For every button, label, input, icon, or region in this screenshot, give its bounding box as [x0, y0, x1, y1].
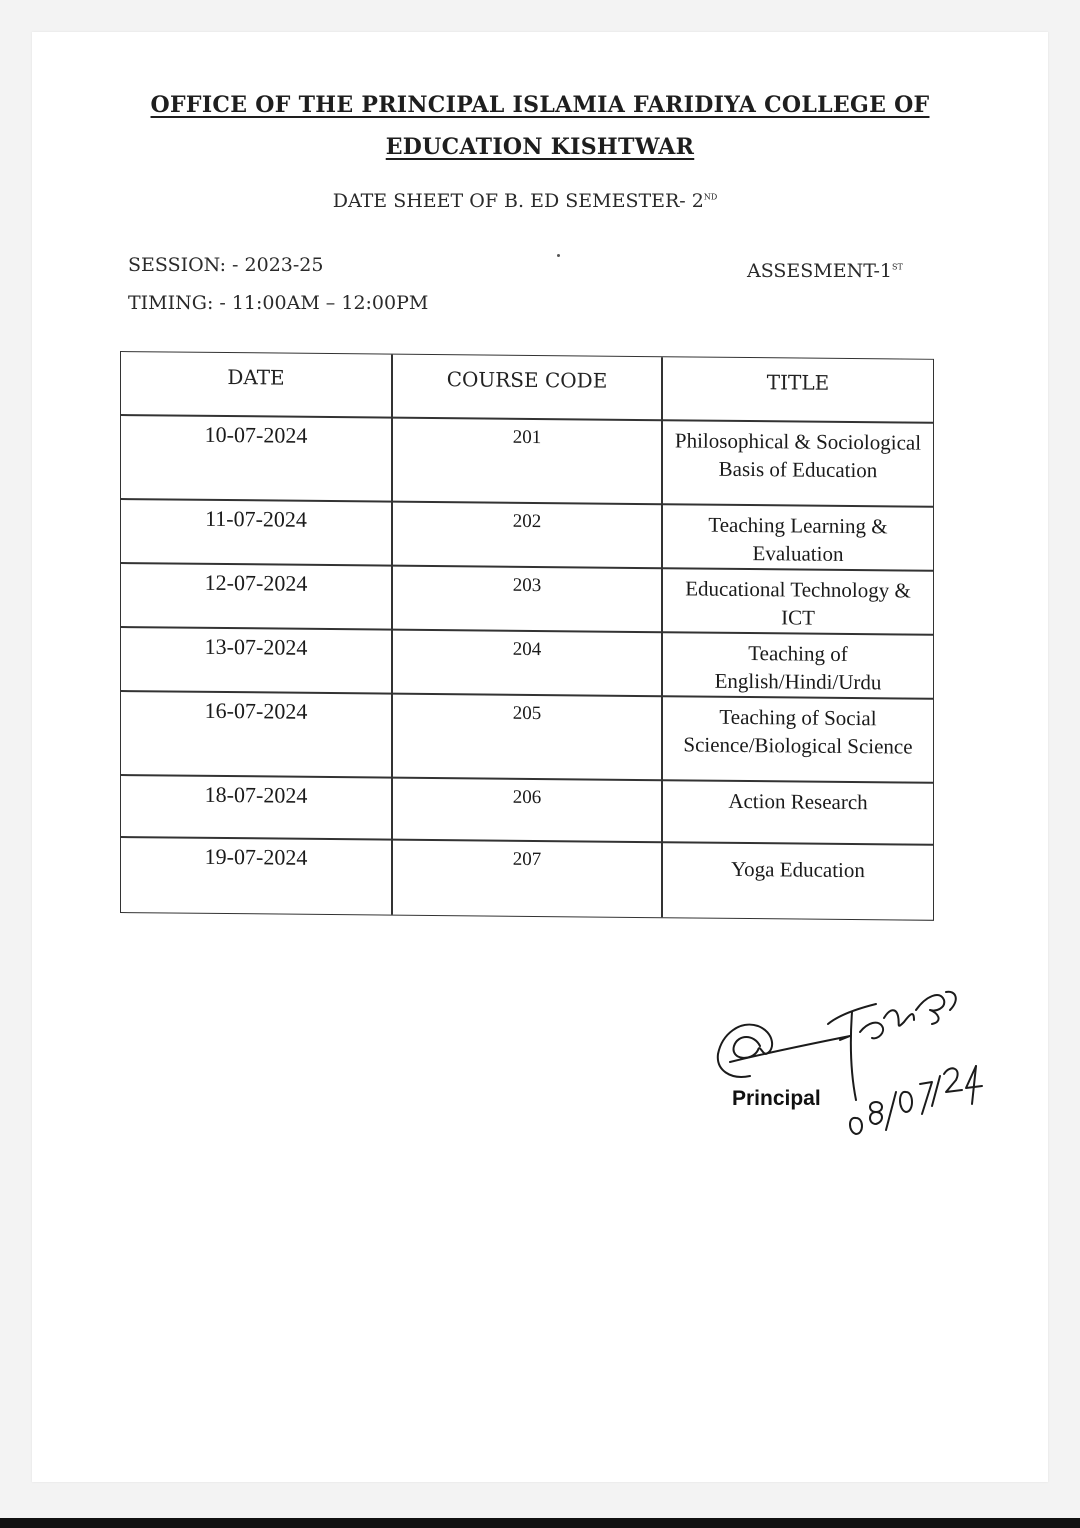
course-code-cell: 205: [512, 702, 542, 725]
date-cell: 12-07-2024: [204, 569, 308, 596]
title-cell: Yoga Education: [731, 856, 865, 883]
course-code-cell: 204: [512, 638, 542, 661]
principal-label: Principal: [732, 1087, 821, 1110]
timing-label: TIMING: - 11:00AM – 12:00PM: [128, 292, 429, 314]
course-code-cell: 206: [512, 786, 542, 809]
assessment-label: [747, 260, 903, 282]
stray-mark: [557, 254, 560, 257]
date-cell: 13-07-2024: [204, 633, 308, 660]
date-cell: 18-07-2024: [204, 781, 308, 808]
course-code-cell: 203: [512, 574, 542, 597]
title-cell: Philosophical & Sociological Basis of Education: [674, 428, 922, 482]
date-cell: 16-07-2024: [204, 697, 308, 724]
bottom-edge: [0, 1518, 1080, 1528]
assessment-superscript: ST: [892, 262, 903, 272]
subtitle-superscript: ND: [703, 192, 718, 202]
course-code-cell: 201: [512, 426, 542, 449]
title-cell: Teaching Learning & Evaluation: [708, 512, 888, 566]
office-heading-line-2: EDUCATION KISHTWAR: [385, 134, 695, 160]
signature-image: [700, 970, 1000, 1150]
title-cell: Educational Technology & ICT: [685, 576, 911, 630]
office-heading-line-1: OFFICE OF THE PRINCIPAL ISLAMIA FARIDIYA COLLEGE OF: [150, 92, 930, 118]
date-cell: 11-07-2024: [205, 505, 307, 532]
session-label: SESSION: - 2023-25: [128, 254, 324, 276]
column-header-date: DATE: [227, 365, 285, 390]
title-cell: Teaching of English/Hindi/Urdu: [714, 641, 882, 694]
date-sheet-table: [120, 351, 934, 921]
column-header-course-code: COURSE CODE: [446, 367, 608, 393]
assessment-text: ASSESMENT-1: [747, 260, 892, 282]
course-code-cell: 207: [512, 848, 542, 871]
subtitle-text: DATE SHEET OF B. ED SEMESTER- 2: [332, 190, 704, 212]
date-cell: 10-07-2024: [204, 421, 308, 448]
course-code-cell: 202: [512, 510, 542, 533]
column-divider: [661, 357, 663, 917]
date-cell: 19-07-2024: [204, 843, 308, 870]
title-cell: Teaching of Social Science/Biological Science: [683, 704, 913, 759]
column-header-title: TITLE: [766, 370, 830, 395]
date-sheet-subtitle: [0, 190, 1050, 212]
title-cell: Action Research: [728, 788, 868, 815]
